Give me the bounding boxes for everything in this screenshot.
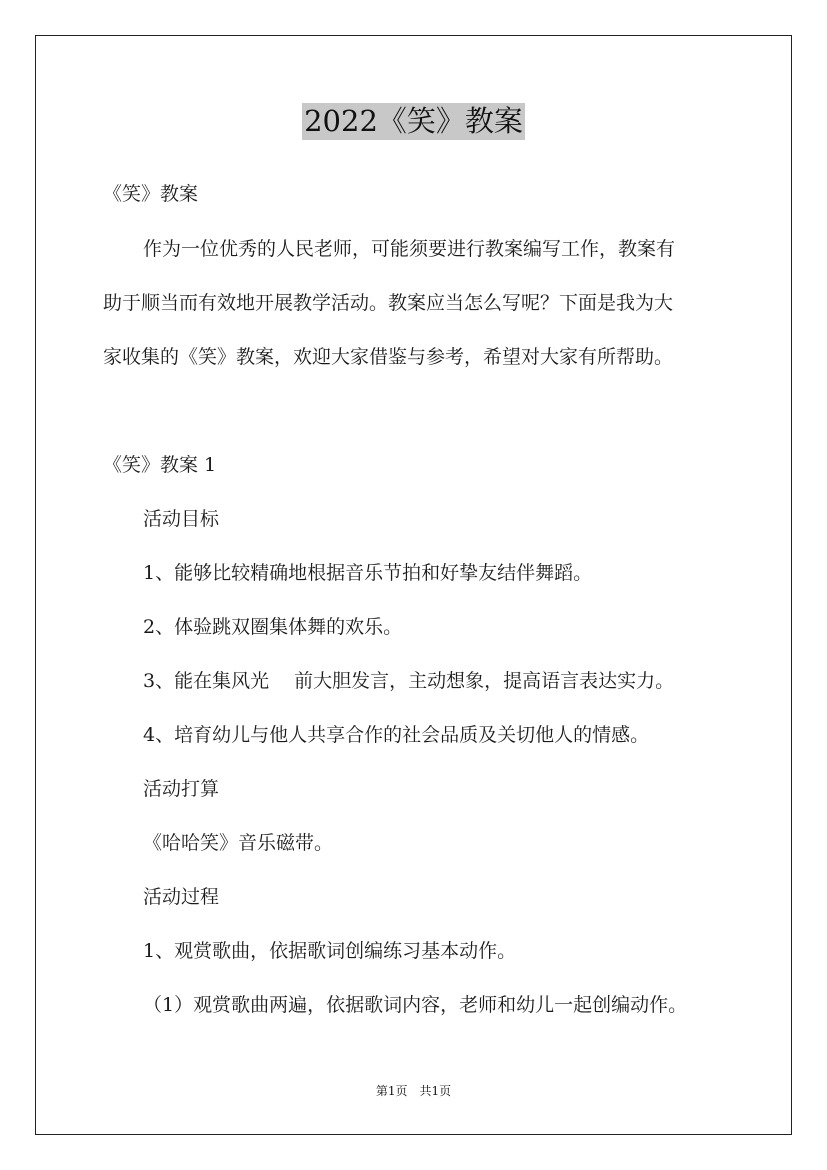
document-subtitle: 《笑》教案 — [103, 183, 199, 205]
intro-line-2: 助于顺当而有效地开展教学活动。教案应当怎么写呢？下面是我为大 — [103, 292, 674, 314]
process-step-1: 1、观赏歌曲，依据歌词创编练习基本动作。 — [143, 940, 517, 962]
intro-line-1: 作为一位优秀的人民老师，可能须要进行教案编写工作，教案有 — [143, 238, 676, 260]
process-substep-1: （1）观赏歌曲两遍，依据歌词内容，老师和幼儿一起创编动作。 — [143, 994, 688, 1016]
goal-item-1: 1、能够比较精确地根据音乐节拍和好挚友结伴舞蹈。 — [143, 562, 593, 584]
heading-activity-process: 活动过程 — [143, 886, 220, 908]
goal-item-3: 3、能在集风光 前大胆发言，主动想象，提高语言表达实力。 — [143, 670, 675, 692]
intro-line-3: 家收集的《笑》教案，欢迎大家借鉴与参考，希望对大家有所帮助。 — [103, 346, 674, 368]
heading-activity-preparation: 活动打算 — [143, 778, 220, 800]
document-title: 2022《笑》教案 — [304, 104, 523, 138]
title-container — [0, 103, 827, 140]
goal-item-2: 2、体验跳双圈集体舞的欢乐。 — [143, 616, 403, 638]
heading-activity-goals: 活动目标 — [143, 508, 220, 530]
section-heading: 《笑》教案 1 — [103, 454, 217, 476]
goal-item-4: 4、培育幼儿与他人共享合作的社会品质及关切他人的情感。 — [143, 724, 650, 746]
page-footer: 第1页 共1页 — [375, 1084, 452, 1098]
preparation-item: 《哈哈笑》音乐磁带。 — [143, 832, 334, 854]
